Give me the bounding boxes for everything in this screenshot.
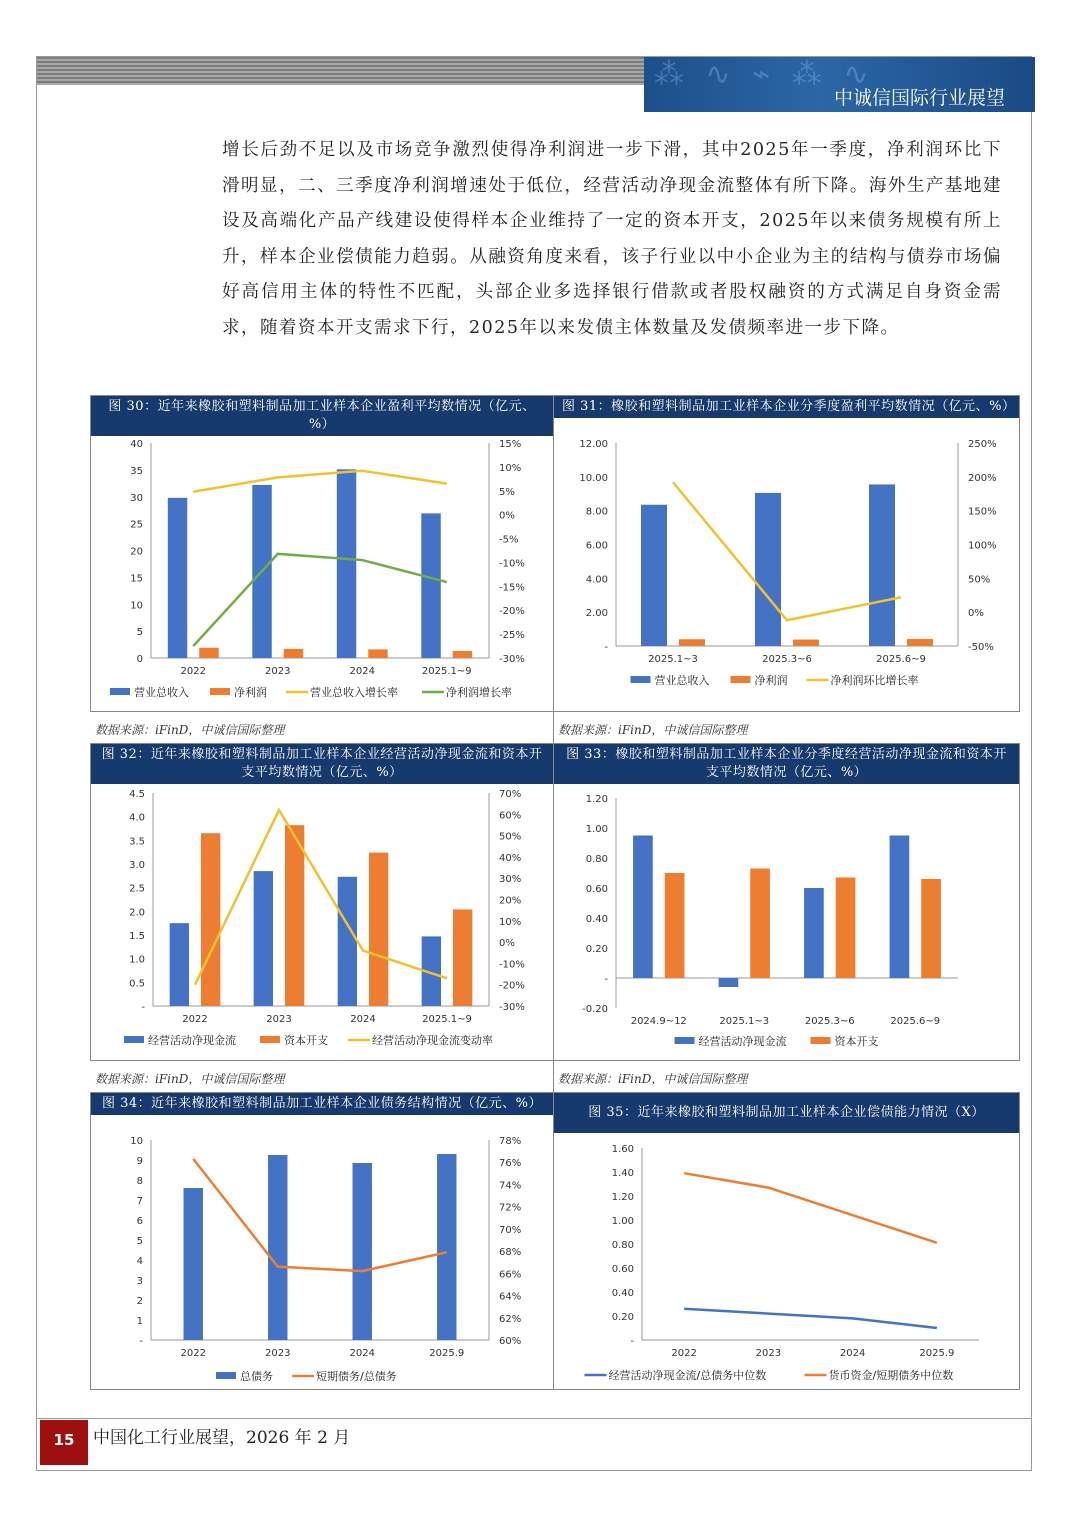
figure-33-panel <box>553 743 1020 1061</box>
header-stripe <box>37 57 644 85</box>
figure-33-title: 图 33：橡胶和塑料制品加工业样本企业分季度经营活动净现金流和资本开支平均数情况（亿元、%） <box>554 744 1019 784</box>
figure-30-title: 图 30：近年来橡胶和塑料制品加工业样本企业盈利平均数情况（亿元、%） <box>91 396 553 436</box>
y-tick-label: 1.5 <box>129 931 145 942</box>
y2-tick-label: 10% <box>499 916 522 928</box>
bar-secondary <box>201 833 220 1006</box>
legend-label: 净利润环比增长率 <box>830 674 919 687</box>
series-line-0 <box>195 810 447 985</box>
figure-30-chart <box>91 433 553 713</box>
figure-35-title: 图 35：近年来橡胶和塑料制品加工业样本企业偿债能力情况（X） <box>554 1093 1019 1133</box>
figure-31-panel <box>553 395 1020 712</box>
y2-tick-label: 100% <box>968 540 997 552</box>
bar-primary <box>353 1163 372 1340</box>
x-tick-label: 2025.9 <box>919 1348 955 1359</box>
y2-tick-label: -30% <box>499 1002 525 1013</box>
bar-primary <box>184 1188 203 1340</box>
y2-tick-label: 0% <box>499 510 515 522</box>
y2-tick-label: 60% <box>499 810 522 822</box>
y-tick-label: 2 <box>136 1296 143 1307</box>
bar-secondary <box>665 873 685 978</box>
y2-tick-label: 5% <box>499 486 515 498</box>
y2-tick-label: 20% <box>499 895 522 907</box>
legend-label: 资本开支 <box>834 1035 879 1048</box>
legend-swatch <box>631 676 651 683</box>
y-tick-label: 10 <box>130 600 143 612</box>
x-tick-label: 2023 <box>755 1348 782 1359</box>
y-tick-label: 6 <box>136 1216 143 1227</box>
legend-swatch <box>216 1372 236 1379</box>
figure-34-title: 图 34：近年来橡胶和塑料制品加工业样本企业债务结构情况（亿元、%） <box>91 1093 553 1115</box>
legend-swatch <box>731 676 751 683</box>
y-tick-label: - <box>139 1336 143 1347</box>
x-tick-label: 2024 <box>350 1014 376 1025</box>
bar-secondary <box>679 639 705 646</box>
y2-tick-label: 30% <box>499 874 522 886</box>
y-tick-label: 3.0 <box>129 860 145 871</box>
legend-label: 经营活动净现金流/总债务中位数 <box>608 1369 767 1382</box>
y2-tick-label: -25% <box>499 630 525 642</box>
figure-31-title: 图 31：橡胶和塑料制品加工业样本企业分季度盈利平均数情况（亿元、%） <box>554 396 1019 418</box>
legend-label: 资本开支 <box>284 1034 328 1047</box>
y-tick-label: 10 <box>130 1136 143 1147</box>
figure-31-source: 数据来源：iFinD，中诚信国际整理 <box>558 723 748 737</box>
y-tick-label: 2.00 <box>585 608 608 620</box>
y2-tick-label: 0% <box>499 938 515 950</box>
y-tick-label: 12.00 <box>579 439 608 450</box>
bar-primary <box>890 836 910 979</box>
y-tick-label: - <box>630 1336 634 1347</box>
body-paragraph: 增长后劲不足以及市场竞争激烈使得净利润进一步下滑，其中2025年一季度，净利润环比下滑明显，二、三季度净利润增速处于低位，经营活动净现金流整体有所下降。海外生产基地建设及高端化产品产线建设使得样本企业维持了一定的资本开支，2025年以来债务规模有所上升，样本企业偿债能力趋弱。从融资角度来看，该子行业以中小企业为主的结构与债券市场偏好高信用主体的特性不匹配，头部企业多选择银行借款或者股权融资的方式满足自身资金需求，随着资本开支需求下行，2025年以来发债主体数量及发债频率进一步下降。 <box>222 140 1002 338</box>
legend-label: 净利润 <box>234 686 267 699</box>
y-tick-label: 0.40 <box>611 1288 634 1299</box>
series-line-1 <box>684 1173 937 1243</box>
y2-tick-label: 60% <box>499 1336 522 1347</box>
y-tick-label: 1.0 <box>129 954 145 966</box>
series-line-0 <box>684 1309 937 1328</box>
x-tick-label: 2025.3~6 <box>804 1016 855 1027</box>
header-banner <box>644 57 1035 112</box>
y-tick-label: 0.60 <box>585 884 608 895</box>
x-tick-label: 2024 <box>839 1348 866 1359</box>
y-tick-label: 30 <box>130 492 143 504</box>
bar-secondary <box>907 639 933 646</box>
figure-32-panel <box>90 743 554 1061</box>
y2-tick-label: 70% <box>499 789 522 800</box>
y2-tick-label: 15% <box>499 439 522 450</box>
legend-label: 总债务 <box>240 1370 273 1383</box>
bar-primary <box>804 888 824 978</box>
y-tick-label: 1.40 <box>611 1168 634 1179</box>
x-tick-label: 2023 <box>265 666 291 677</box>
y2-tick-label: -10% <box>499 959 525 971</box>
y2-tick-label: 0% <box>968 608 984 620</box>
legend-label: 净利润增长率 <box>446 686 512 699</box>
x-tick-label: 2025.9 <box>429 1348 465 1359</box>
y2-tick-label: -50% <box>968 642 994 653</box>
legend-label: 经营活动净现金流 <box>698 1035 787 1048</box>
x-tick-label: 2023 <box>266 1014 292 1025</box>
series-line-1 <box>193 554 447 646</box>
bar-secondary <box>199 648 218 658</box>
y-tick-label: 4 <box>136 1256 143 1267</box>
y2-tick-label: 50% <box>499 831 522 843</box>
x-tick-label: 2024.9~12 <box>630 1016 687 1027</box>
x-tick-label: 2023 <box>265 1348 291 1359</box>
y-tick-label: 3 <box>136 1276 143 1287</box>
y2-tick-label: 66% <box>499 1269 522 1281</box>
legend-label: 货币资金/短期债务中位数 <box>828 1369 954 1382</box>
x-tick-label: 2025.6~9 <box>876 654 926 665</box>
y-tick-label: - <box>604 974 608 985</box>
bar-secondary <box>368 649 387 658</box>
figure-34-chart <box>91 1130 553 1390</box>
x-tick-label: 2022 <box>180 1348 206 1359</box>
y-tick-label: 1 <box>136 1316 143 1327</box>
y-tick-label: 10.00 <box>579 472 608 484</box>
legend-label: 经营活动净现金流 <box>148 1034 236 1047</box>
y2-tick-label: 50% <box>968 574 991 586</box>
y-tick-label: 0 <box>136 654 143 665</box>
bar-secondary <box>284 649 303 658</box>
page-number: 15 <box>40 1420 88 1465</box>
figure-31-chart <box>554 433 1019 713</box>
x-tick-label: 2024 <box>349 666 375 677</box>
bar-primary <box>254 871 273 1006</box>
y-tick-label: 9 <box>136 1156 143 1167</box>
legend-swatch <box>811 1037 831 1044</box>
y-tick-label: 1.20 <box>611 1192 634 1203</box>
y2-tick-label: 72% <box>499 1202 522 1214</box>
figure-32-title: 图 32：近年来橡胶和塑料制品加工业样本企业经营活动净现金流和资本开支平均数情况（亿元、%） <box>91 744 553 784</box>
bar-primary <box>755 493 781 646</box>
legend-label: 短期债务/总债务 <box>316 1370 397 1383</box>
y2-tick-label: 62% <box>499 1313 522 1325</box>
y-tick-label: 35 <box>130 465 143 477</box>
y-tick-label: 2.5 <box>129 883 145 895</box>
y2-tick-label: 200% <box>968 472 997 484</box>
brand-title: 中诚信国际行业展望 <box>833 87 1005 109</box>
bar-primary <box>437 1154 456 1340</box>
bar-primary <box>337 469 356 658</box>
y2-tick-label: 68% <box>499 1247 522 1259</box>
bar-primary <box>421 513 440 658</box>
x-tick-label: 2025.1~3 <box>648 654 698 665</box>
figure-32-source: 数据来源：iFinD，中诚信国际整理 <box>95 1072 285 1086</box>
figure-33-source: 数据来源：iFinD，中诚信国际整理 <box>558 1072 748 1086</box>
y-tick-label: 15 <box>130 573 143 585</box>
bar-secondary <box>921 879 941 978</box>
legend-label: 净利润 <box>754 674 788 687</box>
x-tick-label: 2025.1~3 <box>719 1016 770 1027</box>
y-tick-label: 1.60 <box>611 1144 634 1155</box>
bar-primary <box>338 877 357 1006</box>
bar-secondary <box>369 853 388 1006</box>
y2-tick-label: 64% <box>499 1291 522 1303</box>
y-tick-label: 0.60 <box>611 1264 634 1275</box>
bar-secondary <box>836 878 856 979</box>
y-tick-label: 1.00 <box>611 1216 634 1227</box>
bar-primary <box>869 484 895 646</box>
bar-secondary <box>793 640 819 646</box>
y-tick-label: 0.5 <box>129 978 145 990</box>
x-tick-label: 2022 <box>180 666 206 677</box>
figure-32-chart <box>91 781 553 1061</box>
legend-swatch <box>210 688 230 695</box>
bar-secondary <box>285 825 304 1006</box>
y2-tick-label: -30% <box>499 654 525 665</box>
legend-swatch <box>675 1037 695 1044</box>
y2-tick-label: -20% <box>499 606 525 618</box>
bar-secondary <box>750 869 770 979</box>
x-tick-label: 2022 <box>182 1014 208 1025</box>
y-tick-label: 6.00 <box>585 540 608 552</box>
legend-swatch <box>124 1036 144 1043</box>
bar-secondary <box>453 909 472 1006</box>
y-tick-label: 4.5 <box>129 789 145 800</box>
x-tick-label: 2025.1~9 <box>422 1014 472 1025</box>
figure-35-chart <box>554 1130 1019 1390</box>
y-tick-label: 0.40 <box>585 914 608 925</box>
y2-tick-label: -20% <box>499 980 525 992</box>
series-line-0 <box>193 1159 447 1271</box>
y-tick-label: 20 <box>130 546 143 558</box>
y2-tick-label: 150% <box>968 506 997 518</box>
y2-tick-label: 74% <box>499 1180 522 1192</box>
y-tick-label: 8.00 <box>585 506 608 518</box>
figure-34-panel <box>90 1092 554 1390</box>
y2-tick-label: 10% <box>499 462 522 474</box>
y-tick-label: 0.80 <box>585 854 608 865</box>
y-tick-label: 4.0 <box>129 812 145 824</box>
bar-primary <box>719 978 739 987</box>
legend-swatch <box>110 688 130 695</box>
x-tick-label: 2025.6~9 <box>890 1016 941 1027</box>
y-tick-label: - <box>604 642 608 653</box>
y2-tick-label: 70% <box>499 1224 522 1236</box>
y-tick-label: 0.20 <box>585 944 608 955</box>
y-tick-label: - <box>141 1002 145 1013</box>
y-tick-label: -0.20 <box>582 1004 608 1015</box>
header-decoration: ⁂ ∿ ⌁ ⁂ ∿ <box>654 57 875 92</box>
figure-30-source: 数据来源：iFinD，中诚信国际整理 <box>95 723 285 737</box>
bar-primary <box>168 498 187 658</box>
footer-publication: 中国化工行业展望，2026 年 2 月 <box>93 1428 351 1448</box>
y-tick-label: 5 <box>136 1236 143 1247</box>
y-tick-label: 7 <box>136 1196 143 1207</box>
y2-tick-label: 250% <box>968 439 997 450</box>
x-tick-label: 2025.3~6 <box>762 654 812 665</box>
y-tick-label: 1.00 <box>585 824 608 835</box>
y2-tick-label: 76% <box>499 1158 522 1170</box>
x-tick-label: 2024 <box>349 1348 375 1359</box>
y-tick-label: 8 <box>136 1176 143 1187</box>
legend-label: 营业总收入 <box>134 686 189 699</box>
y2-tick-label: 78% <box>499 1136 522 1147</box>
y-tick-label: 2.0 <box>129 907 145 919</box>
series-line-0 <box>673 482 901 620</box>
y-tick-label: 3.5 <box>129 836 145 848</box>
legend-label: 营业总收入增长率 <box>310 686 398 699</box>
bar-primary <box>268 1155 287 1340</box>
bar-primary <box>633 836 653 979</box>
y2-tick-label: -10% <box>499 558 525 570</box>
legend-label: 经营活动净现金流变动率 <box>372 1034 493 1047</box>
legend-label: 营业总收入 <box>654 674 710 687</box>
bar-primary <box>641 505 667 646</box>
y2-tick-label: -15% <box>499 582 525 594</box>
y-tick-label: 1.20 <box>585 794 608 805</box>
bar-secondary <box>453 651 472 658</box>
footer-rule <box>37 1418 1032 1419</box>
y-tick-label: 4.00 <box>585 574 608 586</box>
y-tick-label: 5 <box>136 627 143 639</box>
series-line-0 <box>193 471 447 492</box>
y-tick-label: 0.80 <box>611 1240 634 1251</box>
y2-tick-label: 40% <box>499 852 522 864</box>
y-tick-label: 25 <box>130 519 143 531</box>
figure-35-panel <box>553 1092 1020 1390</box>
x-tick-label: 2025.1~9 <box>421 666 472 677</box>
y2-tick-label: -5% <box>499 534 519 546</box>
bar-primary <box>170 923 189 1006</box>
y-tick-label: 0.20 <box>611 1312 634 1323</box>
figure-30-panel <box>90 395 554 712</box>
figure-33-chart <box>554 781 1019 1061</box>
legend-swatch <box>260 1036 280 1043</box>
y-tick-label: 40 <box>130 439 143 450</box>
x-tick-label: 2022 <box>671 1348 697 1359</box>
